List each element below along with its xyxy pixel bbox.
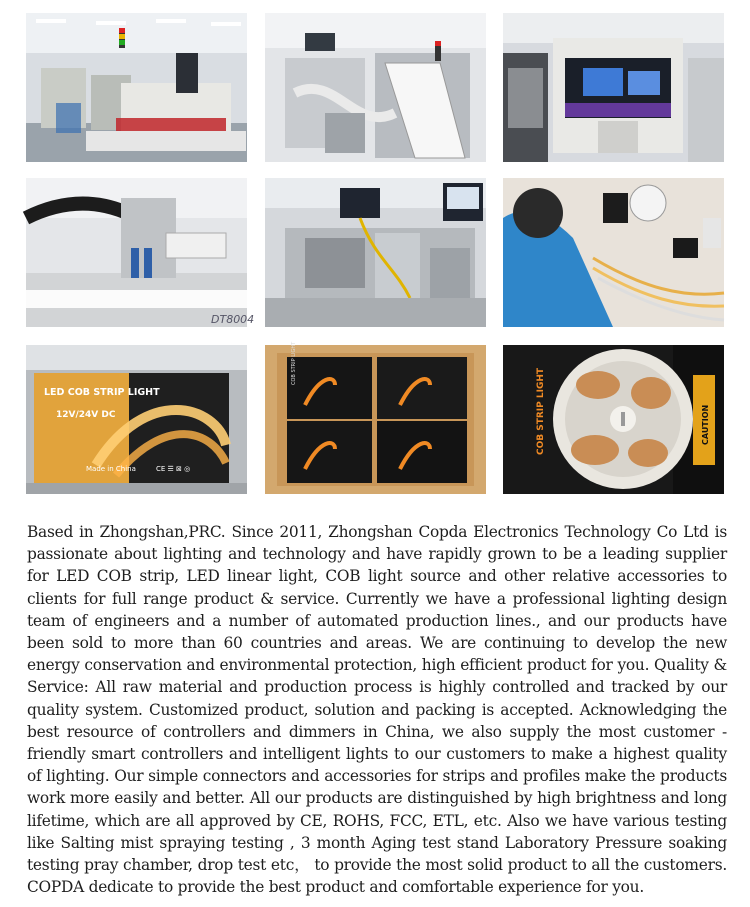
photo-automated-testing-station	[503, 13, 724, 162]
photo-smt-production-line	[26, 13, 247, 162]
photo-product-box	[26, 345, 247, 494]
photo-reel-product	[503, 345, 724, 494]
reel-bag-label: COB STRIP LIGHT	[536, 367, 546, 455]
photo-packaged-products	[265, 341, 486, 494]
machine-label: DT8004	[211, 313, 255, 326]
bag-label: COB STRIP LIGHT	[291, 341, 297, 385]
company-description: Based in Zhongshan,PRC. Since 2011, Zhongshan Copda Electronics Technology Co Ltd is passionate about lighting and technology and have rapidly grown to be a leading supplier for LED COB strip, LED linear light, COB light source and other relative accessories to clients for full range product & service. Currently we have a professional lighting design team of engineers and a number of automated production lines., and our products have been sold to more than 60 countries and areas. We are continuing to develop the new energy conservation and environmental protection, high efficient product for you. Quality & Service: All raw material and production process is highly controlled and tracked by our quality system. Customized product, solution and packing is accepted. Acknowledging the best resource of controllers and dimmers in China, we also supply the most customer -friendly smart controllers and intelligent lights to our customers to make a highest quality of lighting. Our simple connectors and accessories for strips and profiles make the products work more easily and better. All our products are distinguished by high brightness and long lifetime, which are all approved by CE, ROHS, FCC, ETL, etc. Also we have various testing like Salting mist spraying testing , 3 month Aging test stand Laboratory Pressure soaking testing pray chamber, drop test etc， to provide the most solid product to all the customers. COPDA dedicate to provide the best product and comfortable experience for you.	[27, 523, 727, 897]
factory-photo-grid	[26, 13, 724, 494]
photo-assembly-workstation	[265, 178, 486, 327]
photo-manual-soldering	[503, 178, 724, 327]
box-marks: CE ☰ ⊠ ◎	[156, 465, 191, 473]
box-origin: Made in China	[86, 465, 136, 473]
photo-dispensing-machine	[26, 178, 255, 327]
caution-label: CAUTION	[701, 404, 710, 445]
box-voltage: 12V/24V DC	[56, 410, 116, 420]
photo-strip-feeding-machine	[265, 13, 486, 162]
box-title: LED COB STRIP LIGHT	[44, 387, 160, 398]
